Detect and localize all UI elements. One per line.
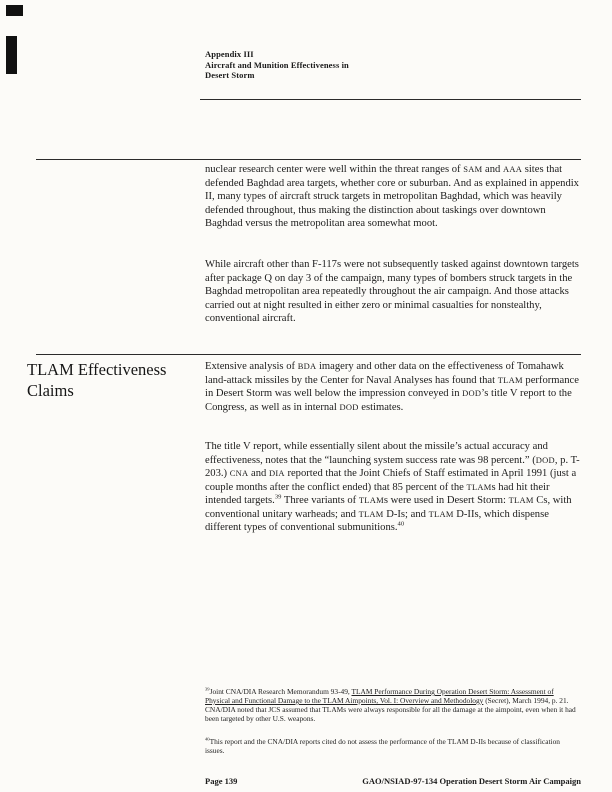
body-paragraph-1: nuclear research center were well within the threat ranges of SAM and AAA sites that defended Baghdad area targets, whether core or suburban. And as explained in appendix II, many types of aircraft struck targets in metropolitan Baghdad, which was heavily defended throughout, thus making the distinction about taskings over downtown Baghdad versus the metropolitan area somewhat moot. [205,164,579,229]
report-number: GAO/NSIAD-97-134 Operation Desert Storm Air Campaign [362,776,581,786]
section-heading: TLAM Effectiveness Claims [27,360,167,400]
footnote-40: $^{40}$This report and the CNA/DIA reports cited do not assess the performance of the TLAM D-IIs because of classification issues. [205,736,560,755]
page-number: Page 139 [205,776,238,786]
footnote-39: $^{39}$Joint CNA/DIA Research Memorandum 93-49, TLAM Performance During Operation Desert Storm: Assessment of Physical and Functional Damage to the TLAM Aimpoints, Vol. I: Overview and Methodology (Secret), March 1994, p. 21. CNA/DIA noted that JCS assumed that TLAMs were always responsible for all the damage at the aimpoint, even when it had been targeted by other U.S. weapons. [205,686,576,723]
section-rule [36,354,581,355]
body-paragraph-2: While aircraft other than F-117s were not subsequently tasked against downtown targets after package Q on day 3 of the campaign, many types of bombers struck targets in the Baghdad metropolitan area repeatedly throughout the air campaign. And those attacks carried out at night resulted in either zero or minimal casualties for nonstealthy, conventional aircraft. [205,259,579,324]
running-header [205,49,349,81]
body-paragraph-3: Extensive analysis of BDA imagery and other data on the effectiveness of Tomahawk land-attack missiles by the Center for Naval Analyses has found that TLAM performance in Desert Storm was well below the impression conveyed in DOD’s title V report to the Congress, as well as in internal DOD estimates. [205,361,579,413]
appendix-number: Appendix III [205,49,254,59]
appendix-title-line2: Desert Storm [205,70,255,80]
header-rule [200,99,581,100]
top-rule [36,159,581,160]
scan-artifact-corner [6,5,23,16]
appendix-title-line1: Aircraft and Munition Effectiveness in [205,59,349,70]
scan-artifact-bar [6,36,17,74]
body-paragraph-4: The title V report, while essentially silent about the missile’s actual accuracy and effectiveness, notes that the “launching system success rate was 98 percent.” (DOD, p. T-203.) CNA and DIA reported that the Joint Chiefs of Staff estimated in April 1991 (just a couple months after the conflict ended) that 85 percent of the TLAMs had hit their intended targets.$^{39}$ Three variants of TLAMs were used in Desert Storm: TLAM Cs, with conventional unitary warheads; and TLAM D-Is; and TLAM D-IIs, which dispense different types of conventional submunitions.$^{40}$ [205,441,580,533]
